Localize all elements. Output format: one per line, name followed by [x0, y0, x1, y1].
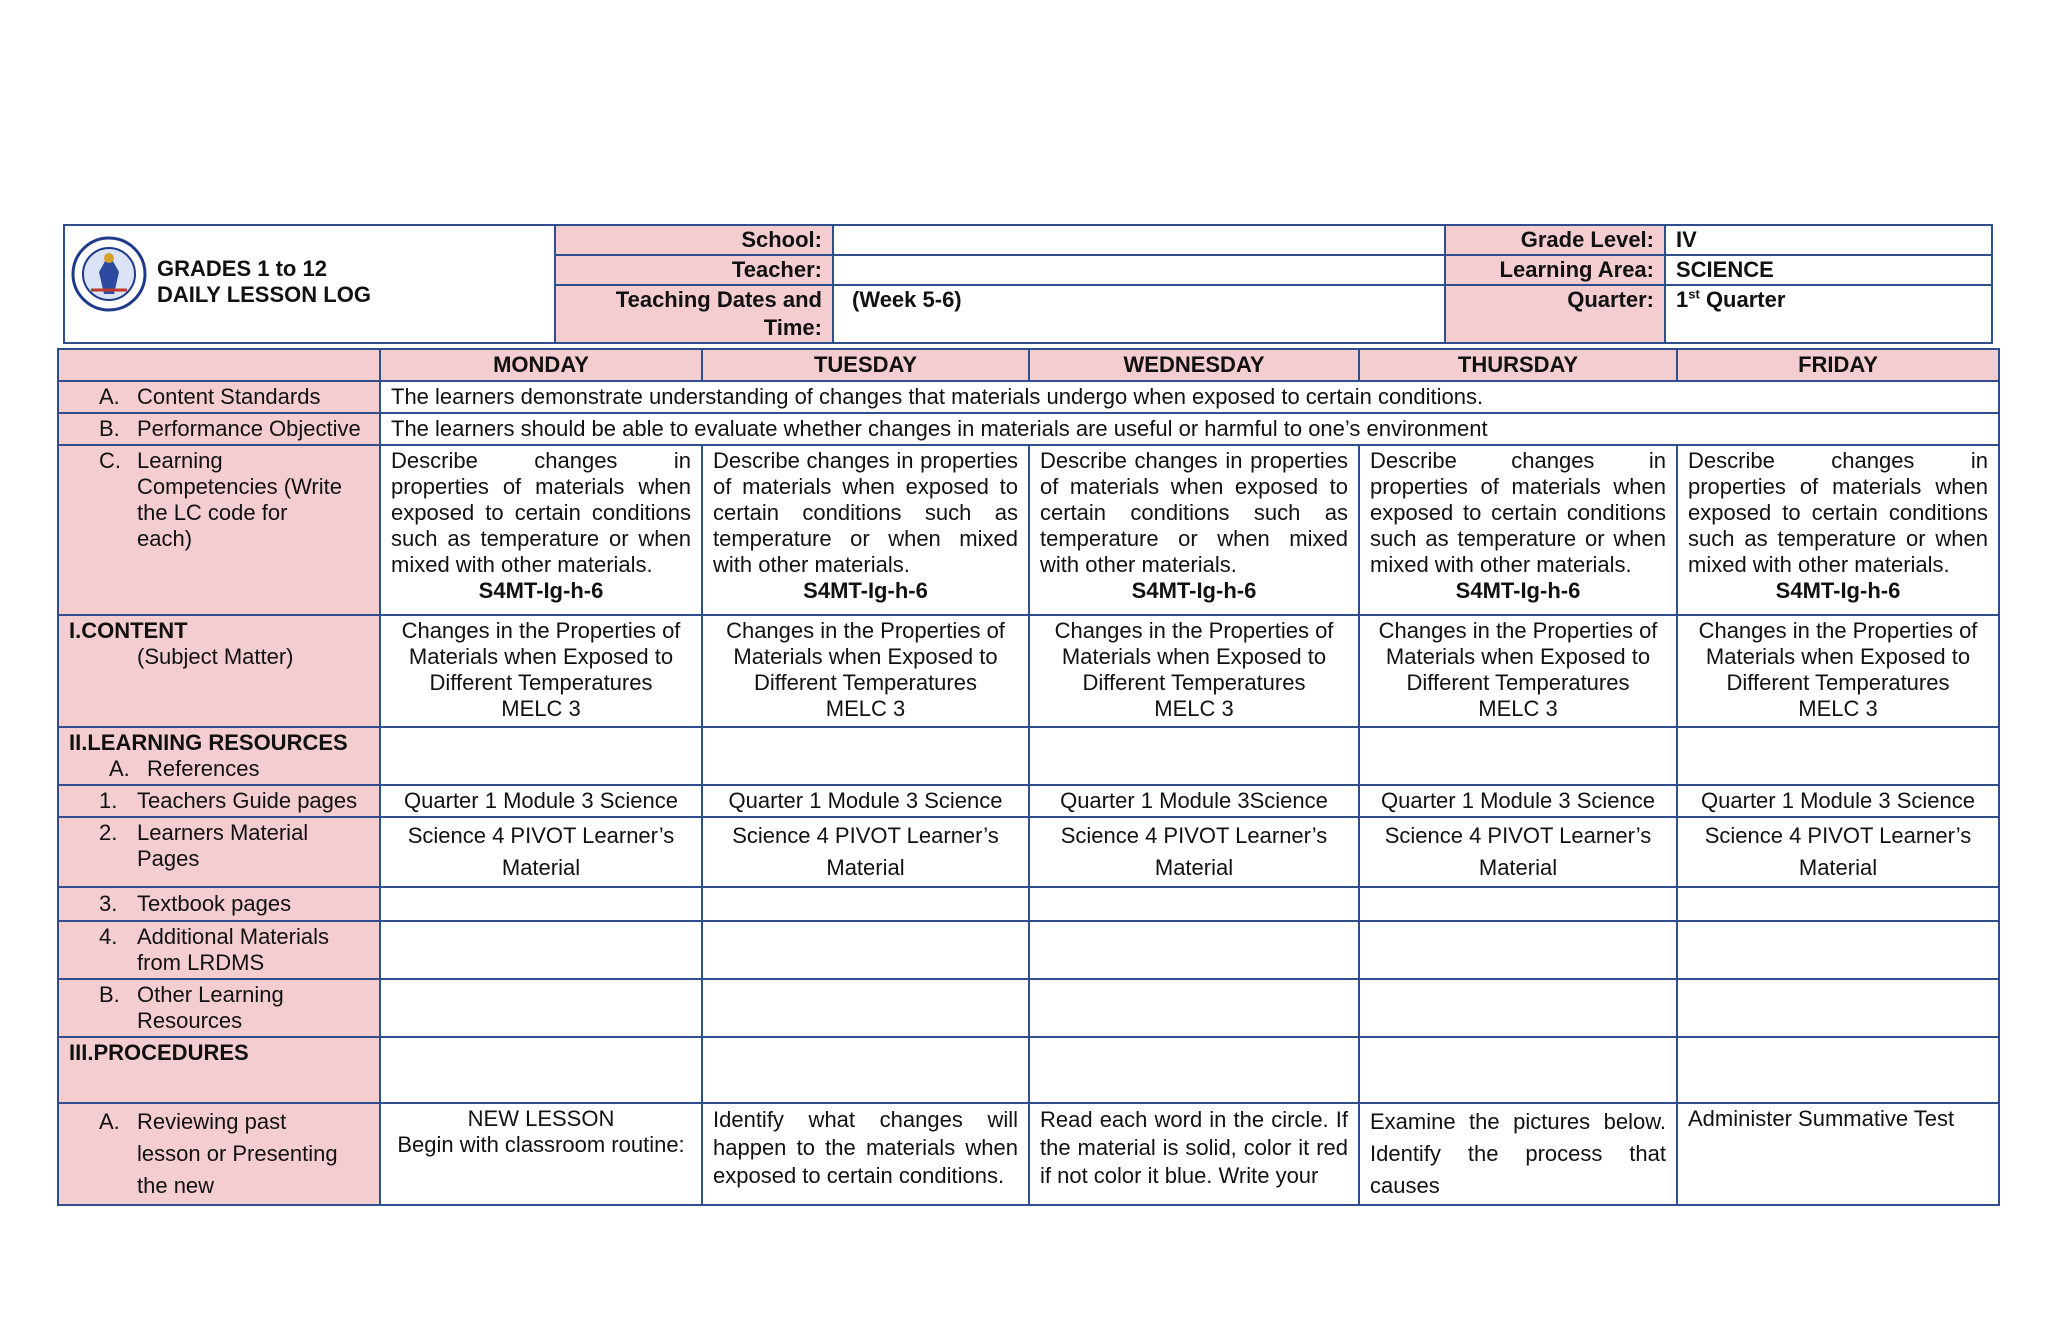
teacher-value [833, 255, 1445, 285]
lc-code: S4MT-Ig-h-6 [478, 578, 604, 603]
empty-cell [702, 727, 1029, 785]
empty-cell [1677, 727, 1999, 785]
teaching-dates-label: Teaching Dates and Time: [555, 285, 833, 343]
material-line: Science 4 PIVOT Learner’s [407, 823, 675, 848]
empty-cell [380, 1037, 702, 1103]
quarter-word: Quarter [1705, 287, 1786, 312]
topic-line: Materials when Exposed to [1385, 644, 1651, 669]
material-line: Material [501, 855, 581, 880]
teachers-guide-cell: Quarter 1 Module 3 Science [380, 785, 702, 817]
content-cell [380, 615, 702, 727]
empty-cell [702, 921, 1029, 979]
empty-cell [1677, 979, 1999, 1037]
learners-material-cell [380, 817, 702, 887]
row-label-reviewing [58, 1103, 380, 1205]
lc-code: S4MT-Ig-h-6 [803, 578, 928, 603]
day-friday: FRIDAY [1677, 349, 1999, 381]
header-logo-cell [64, 225, 555, 343]
content-standards-value: The learners demonstrate understanding of changes that materials undergo when exposed to certain conditions. [380, 381, 1999, 413]
material-line: Science 4 PIVOT Learner’s [1060, 823, 1328, 848]
header-table [63, 224, 1993, 344]
grade-level-value: IV [1665, 225, 1992, 255]
reviewing-monday-line: NEW LESSON [467, 1106, 615, 1131]
row-label-text: References [147, 756, 260, 781]
topic-line: Different Temperatures [1406, 670, 1630, 695]
competency-text: Describe changes in properties of materials when exposed to certain conditions such as temperature or when mixed with other materials. [1688, 448, 1988, 577]
reviewing-thursday: Examine the pictures below. Identify the process that causes [1359, 1103, 1677, 1205]
row-label-teachers-guide [58, 785, 380, 817]
row-label-text: Learning Competencies (Write the LC code for each) [137, 448, 342, 551]
content-cell [1029, 615, 1359, 727]
topic-line: Materials when Exposed to [408, 644, 674, 669]
competency-cell [1029, 445, 1359, 615]
empty-cell [380, 921, 702, 979]
row-number: A. [99, 384, 120, 409]
learning-area-value: SCIENCE [1665, 255, 1992, 285]
row-label-procedures: III.PROCEDURES [58, 1037, 380, 1103]
row-label-learning-competencies [58, 445, 380, 615]
row-number: 3. [99, 891, 118, 916]
learners-material-cell [1677, 817, 1999, 887]
competency-text: Describe changes in properties of materials when exposed to certain conditions such as temperature or when mixed with other materials. [1370, 448, 1666, 577]
topic-line: Different Temperatures [429, 670, 653, 695]
section-subheading: (Subject Matter) [137, 644, 294, 669]
reviewing-monday [380, 1103, 702, 1205]
melc-label: MELC 3 [1798, 696, 1878, 721]
content-cell [1677, 615, 1999, 727]
day-wednesday: WEDNESDAY [1029, 349, 1359, 381]
day-monday: MONDAY [380, 349, 702, 381]
melc-label: MELC 3 [1154, 696, 1234, 721]
competency-cell [1359, 445, 1677, 615]
performance-objective-value: The learners should be able to evaluate whether changes in materials are useful or harmful to one’s environment [380, 413, 1999, 445]
learners-material-cell [1359, 817, 1677, 887]
material-line: Material [1154, 855, 1234, 880]
row-number: B. [99, 982, 120, 1007]
day-thursday: THURSDAY [1359, 349, 1677, 381]
topic-line: Different Temperatures [1082, 670, 1306, 695]
row-label-text: Teachers Guide pages [137, 788, 358, 813]
lc-code: S4MT-Ig-h-6 [1455, 578, 1581, 603]
content-cell [1359, 615, 1677, 727]
material-line: Science 4 PIVOT Learner’s [1704, 823, 1972, 848]
competency-text: Describe changes in properties of materials when exposed to certain conditions such as temperature or when mixed with other materials. [1040, 448, 1348, 577]
row-label-text: Performance Objective [137, 416, 361, 441]
topic-line: Changes in the Properties of [1698, 618, 1978, 643]
lesson-log-table [57, 348, 2000, 1206]
material-line: Material [1798, 855, 1878, 880]
empty-cell [1677, 921, 1999, 979]
row-label-content-standards [58, 381, 380, 413]
quarter-number: 1 [1676, 287, 1689, 312]
row-number: A. [99, 1109, 120, 1134]
empty-cell [1359, 727, 1677, 785]
learners-material-cell [1029, 817, 1359, 887]
row-label-text: Other Learning Resources [137, 982, 284, 1033]
lc-code: S4MT-Ig-h-6 [1131, 578, 1257, 603]
grade-level-label: Grade Level: [1445, 225, 1665, 255]
empty-cell [1029, 887, 1359, 921]
row-label-text: Content Standards [137, 384, 321, 409]
topic-line: Materials when Exposed to [1061, 644, 1327, 669]
competency-cell [1677, 445, 1999, 615]
melc-label: MELC 3 [501, 696, 581, 721]
row-label-performance-objective [58, 413, 380, 445]
row-number: 1. [99, 788, 118, 813]
material-line: Science 4 PIVOT Learner’s [1384, 823, 1652, 848]
reviewing-monday-line: Begin with classroom routine: [397, 1132, 685, 1157]
row-number: A. [109, 756, 130, 781]
empty-cell [1677, 1037, 1999, 1103]
topic-line: Changes in the Properties of [1054, 618, 1334, 643]
melc-label: MELC 3 [1478, 696, 1558, 721]
header-title-line2: DAILY LESSON LOG [157, 282, 371, 307]
header-title-line1: GRADES 1 to 12 [157, 256, 327, 281]
quarter-superscript: st [1688, 286, 1700, 302]
topic-line: Different Temperatures [1726, 670, 1950, 695]
row-label-text: Learners Material Pages [137, 820, 309, 871]
row-label-other-resources [58, 979, 380, 1037]
competency-cell [380, 445, 702, 615]
empty-cell [380, 887, 702, 921]
teacher-label: Teacher: [555, 255, 833, 285]
empty-cell [702, 887, 1029, 921]
row-number: C. [99, 448, 121, 473]
teachers-guide-cell: Quarter 1 Module 3 Science [702, 785, 1029, 817]
empty-cell [1359, 887, 1677, 921]
empty-cell [1029, 1037, 1359, 1103]
row-label-content [58, 615, 380, 727]
row-label-text: Textbook pages [137, 891, 292, 916]
material-line: Material [1478, 855, 1558, 880]
empty-cell [1029, 979, 1359, 1037]
reviewing-tuesday: Identify what changes will happen to the materials when exposed to certain conditions. [702, 1103, 1029, 1205]
school-label: School: [555, 225, 833, 255]
empty-cell [1029, 921, 1359, 979]
lc-code: S4MT-Ig-h-6 [1775, 578, 1901, 603]
empty-cell [1677, 887, 1999, 921]
teaching-dates-value: (Week 5-6) [833, 285, 1445, 343]
material-line: Science 4 PIVOT Learner’s [732, 823, 999, 848]
content-cell [702, 615, 1029, 727]
corner-cell [58, 349, 380, 381]
topic-line: Different Temperatures [754, 670, 977, 695]
row-label-textbook-pages [58, 887, 380, 921]
deped-seal-icon [71, 236, 147, 312]
empty-cell [702, 1037, 1029, 1103]
header-title [157, 256, 371, 308]
reviewing-friday: Administer Summative Test [1677, 1103, 1999, 1205]
teachers-guide-cell: Quarter 1 Module 3 Science [1677, 785, 1999, 817]
reviewing-wednesday: Read each word in the circle. If the material is solid, color it red if not color it blue. Write your [1029, 1103, 1359, 1205]
topic-line: Materials when Exposed to [733, 644, 998, 669]
empty-cell [1359, 1037, 1677, 1103]
material-line: Material [826, 855, 905, 880]
empty-cell [380, 979, 702, 1037]
empty-cell [1359, 979, 1677, 1037]
empty-cell [702, 979, 1029, 1037]
competency-text: Describe changes in properties of materials when exposed to certain conditions such as temperature or when mixed with other materials. [391, 448, 691, 577]
empty-cell [1359, 921, 1677, 979]
learning-area-label: Learning Area: [1445, 255, 1665, 285]
row-label-learning-resources [58, 727, 380, 785]
row-number: 2. [99, 820, 118, 845]
competency-cell [702, 445, 1029, 615]
learners-material-cell [702, 817, 1029, 887]
section-heading: I.CONTENT [69, 618, 188, 643]
quarter-value [1665, 285, 1992, 343]
row-number: B. [99, 416, 120, 441]
melc-label: MELC 3 [825, 696, 906, 721]
quarter-label: Quarter: [1445, 285, 1665, 343]
topic-line: Materials when Exposed to [1705, 644, 1971, 669]
section-heading: II.LEARNING RESOURCES [69, 730, 348, 755]
school-value [833, 225, 1445, 255]
row-label-learners-material [58, 817, 380, 887]
row-label-text: Additional Materials from LRDMS [137, 924, 329, 975]
empty-cell [1029, 727, 1359, 785]
row-label-additional-materials [58, 921, 380, 979]
teachers-guide-cell: Quarter 1 Module 3 Science [1359, 785, 1677, 817]
competency-text: Describe changes in properties of materials when exposed to certain conditions such as temperature or when mixed with other materials. [713, 448, 1018, 577]
row-label-text: Reviewing past lesson or Presenting the new [137, 1109, 338, 1198]
topic-line: Changes in the Properties of [1378, 618, 1658, 643]
teachers-guide-cell: Quarter 1 Module 3Science [1029, 785, 1359, 817]
row-number: 4. [99, 924, 118, 949]
empty-cell [380, 727, 702, 785]
topic-line: Changes in the Properties of [726, 618, 1005, 643]
topic-line: Changes in the Properties of [401, 618, 681, 643]
day-tuesday: TUESDAY [702, 349, 1029, 381]
